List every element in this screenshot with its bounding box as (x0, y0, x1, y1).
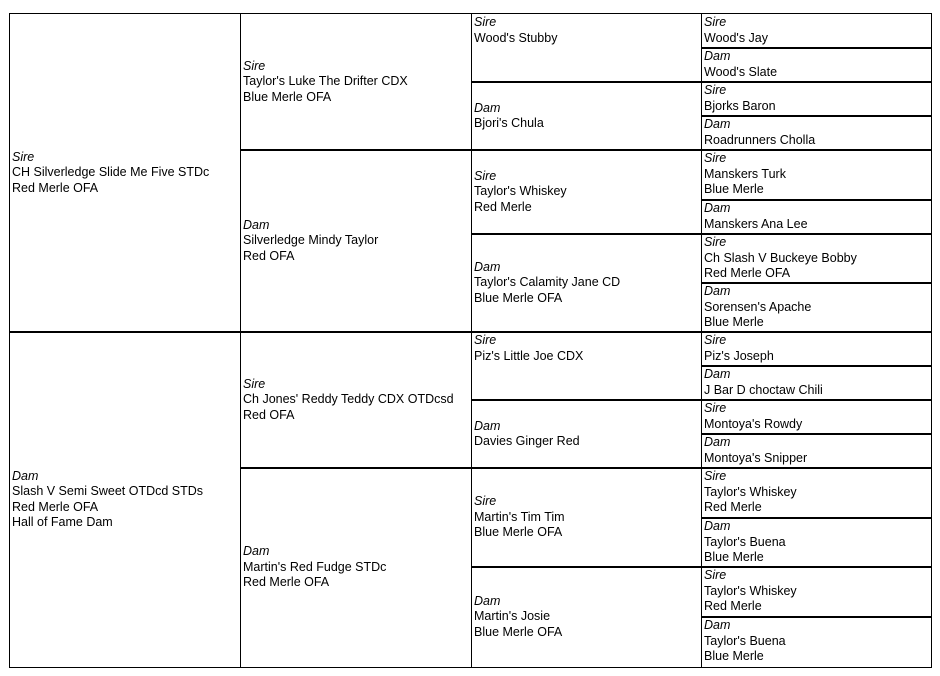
relation-label: Sire (704, 568, 727, 582)
pedigree-cell-ssss (701, 13, 932, 49)
relation-label: Dam (243, 217, 270, 232)
dog-detail: Blue Merle (704, 550, 764, 564)
pedigree-cell-sss (471, 13, 702, 83)
dog-detail: Red Merle OFA (243, 575, 330, 590)
relation-label: Dam (704, 284, 731, 298)
dog-name: Martin's Tim Tim (474, 509, 565, 524)
relation-label: Sire (704, 151, 727, 165)
dog-detail: Red Merle OFA (12, 499, 99, 514)
pedigree-cell-ssd (471, 81, 702, 151)
dog-detail: Red Merle (474, 199, 532, 214)
dog-name: J Bar D choctaw Chili (704, 382, 823, 397)
dog-name: CH Silverledge Slide Me Five STDc (12, 165, 210, 180)
dog-detail: Blue Merle (704, 315, 764, 329)
dog-name: Montoya's Snipper (704, 450, 808, 465)
relation-label: Sire (474, 15, 497, 29)
relation-label: Dam (704, 435, 731, 449)
dog-name: Wood's Jay (704, 30, 768, 45)
dog-detail: Red Merle (704, 599, 762, 613)
pedigree-cell-dsss (701, 331, 932, 367)
dog-name: Montoya's Rowdy (704, 416, 803, 431)
pedigree-cell-d (9, 331, 241, 668)
dog-name: Silverledge Mindy Taylor (243, 233, 379, 248)
relation-label: Dam (474, 259, 501, 274)
dog-detail: Blue Merle OFA (474, 525, 563, 540)
relation-label: Sire (243, 376, 266, 391)
pedigree-cell-sdsd (701, 199, 932, 235)
dog-detail: Red OFA (243, 407, 295, 422)
pedigree-cell-dss (471, 331, 702, 401)
relation-label: Sire (704, 469, 727, 483)
pedigree-cell-sdds (701, 233, 932, 284)
dog-name: Taylor's Whiskey (474, 184, 567, 199)
relation-label: Dam (474, 100, 501, 115)
dog-detail: Red OFA (243, 248, 295, 263)
relation-label: Dam (704, 49, 731, 63)
dog-name: Manskers Ana Lee (704, 216, 808, 231)
pedigree-cell-ddd (471, 566, 702, 668)
dog-name: Sorensen's Apache (704, 299, 812, 314)
relation-label: Sire (12, 149, 35, 164)
dog-detail: Red Merle OFA (12, 180, 99, 195)
dog-name: Manskers Turk (704, 166, 786, 181)
relation-label: Sire (704, 401, 727, 415)
relation-label: Sire (474, 333, 497, 347)
relation-label: Dam (704, 201, 731, 215)
pedigree-cell-sdd (471, 233, 702, 333)
dog-name: Davies Ginger Red (474, 434, 580, 448)
relation-label: Dam (474, 593, 501, 608)
pedigree-cell-ddss (701, 467, 932, 519)
dog-name: Taylor's Whiskey (704, 583, 797, 598)
pedigree-cell-sddd (701, 282, 932, 333)
dog-detail: Blue Merle OFA (243, 89, 332, 104)
relation-label: Dam (704, 519, 731, 533)
dog-detail: Red Merle (704, 500, 762, 514)
dog-name: Taylor's Calamity Jane CD (474, 275, 621, 290)
pedigree-cell-sssd (701, 47, 932, 83)
relation-label: Sire (704, 15, 727, 29)
pedigree-cell-ssdd (701, 115, 932, 151)
dog-name: Piz's Little Joe CDX (474, 348, 584, 363)
pedigree-cell-sdss (701, 149, 932, 201)
pedigree-cell-ddds (701, 566, 932, 618)
dog-name: Ch Jones' Reddy Teddy CDX OTDcsd (243, 392, 454, 407)
pedigree-cell-dsdd (701, 433, 932, 469)
dog-name: Wood's Stubby (474, 30, 558, 45)
dog-name: Piz's Joseph (704, 348, 774, 363)
pedigree-chart (9, 13, 931, 667)
relation-label: Sire (474, 168, 497, 183)
pedigree-cell-sd (240, 149, 472, 333)
relation-label: Sire (704, 235, 727, 249)
dog-detail: Blue Merle (704, 182, 764, 196)
pedigree-cell-dssd (701, 365, 932, 401)
relation-label: Dam (474, 418, 501, 433)
dog-detail: Red Merle OFA (704, 266, 791, 280)
dog-name: Wood's Slate (704, 64, 778, 79)
relation-label: Dam (704, 117, 731, 131)
dog-detail: Blue Merle OFA (474, 290, 563, 305)
dog-name: Slash V Semi Sweet OTDcd STDs (12, 484, 204, 498)
pedigree-cell-ssds (701, 81, 932, 117)
dog-detail: Blue Merle (704, 649, 764, 663)
dog-name: Taylor's Buena (704, 534, 786, 549)
dog-name: Martin's Josie (474, 609, 551, 624)
relation-label: Dam (12, 468, 39, 483)
relation-label: Sire (243, 58, 266, 73)
dog-name: Roadrunners Cholla (704, 132, 816, 147)
relation-label: Dam (704, 367, 731, 381)
pedigree-cell-dds (471, 467, 702, 568)
pedigree-cell-ddsd (701, 517, 932, 568)
pedigree-cell-dd (240, 467, 472, 668)
dog-name: Bjori's Chula (474, 116, 544, 130)
dog-name: Ch Slash V Buckeye Bobby (704, 250, 857, 265)
pedigree-cell-s (9, 13, 241, 333)
dog-detail: Hall of Fame Dam (12, 515, 113, 529)
dog-name: Bjorks Baron (704, 98, 776, 113)
dog-name: Taylor's Buena (704, 633, 786, 648)
pedigree-cell-ss (240, 13, 472, 151)
dog-name: Martin's Red Fudge STDc (243, 559, 387, 574)
pedigree-cell-ds (240, 331, 472, 469)
dog-detail: Blue Merle OFA (474, 624, 563, 639)
relation-label: Sire (704, 83, 727, 97)
relation-label: Sire (474, 494, 497, 509)
relation-label: Dam (704, 618, 731, 632)
dog-name: Taylor's Luke The Drifter CDX (243, 74, 408, 89)
relation-label: Sire (704, 333, 727, 347)
pedigree-cell-sds (471, 149, 702, 235)
pedigree-cell-dsds (701, 399, 932, 435)
relation-label: Dam (243, 544, 270, 559)
pedigree-cell-dddd (701, 616, 932, 668)
pedigree-cell-dsd (471, 399, 702, 469)
dog-name: Taylor's Whiskey (704, 484, 797, 499)
